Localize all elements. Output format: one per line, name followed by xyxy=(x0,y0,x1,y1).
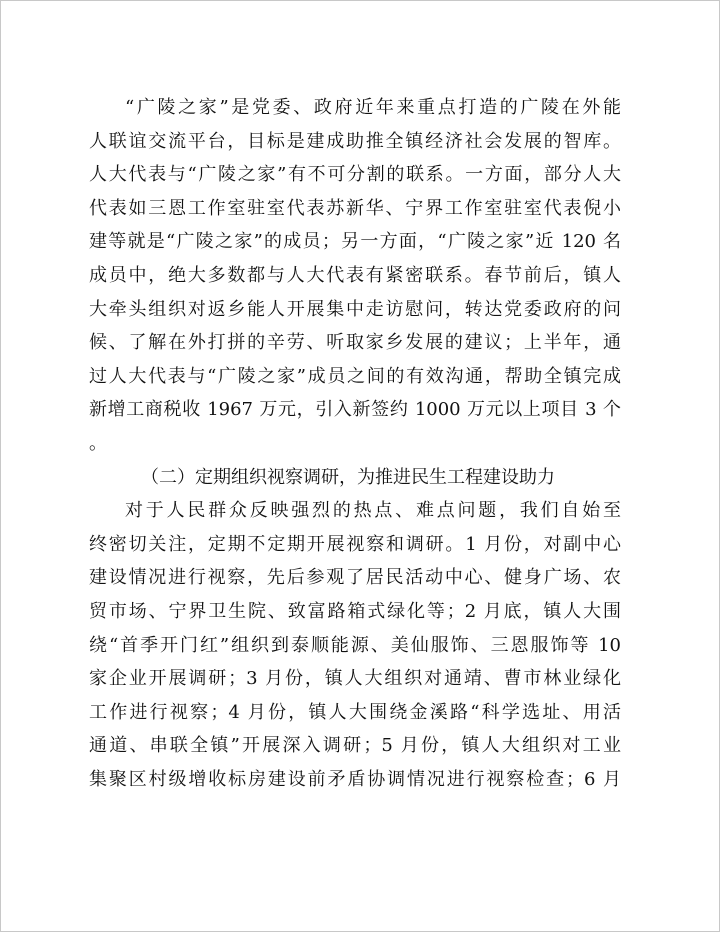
text-line: 绕“首季开门红”组织到泰顺能源、美仙服饰、三恩服饰等 10 xyxy=(89,634,621,656)
section-heading xyxy=(89,461,621,495)
paragraph xyxy=(89,91,621,461)
text-line: 贸市场、宁界卫生院、致富路箱式绿化等；2 月底，镇人大围 xyxy=(89,600,621,622)
text-line: 候、了解在外打拼的辛劳、听取家乡发展的建议；上半年，通 xyxy=(89,332,621,354)
text-line: 过人大代表与“广陵之家”成员之间的有效沟通，帮助全镇完成 xyxy=(89,365,621,387)
heading-text: （二）定期组织视察调研，为推进民生工程建设助力 xyxy=(141,466,555,488)
text-line: 对于人民群众反映强烈的热点、难点问题，我们自始至 xyxy=(125,500,621,522)
text-line: 代表如三恩工作室驻室代表苏新华、宁界工作室驻室代表倪小 xyxy=(89,197,621,219)
text-line: 新增工商税收 1967 万元，引入新签约 1000 万元以上项目 3 个 xyxy=(89,399,621,421)
text-line: “广陵之家”是党委、政府近年来重点打造的广陵在外能 xyxy=(125,97,621,118)
text-line: 人联谊交流平台，目标是建成助推全镇经济社会发展的智库。 xyxy=(89,130,621,152)
text-line: 终密切关注，定期不定期开展视察和调研。1 月份，对副中心 xyxy=(89,533,621,555)
text-line: 建等就是“广陵之家”的成员；另一方面，“广陵之家”近 120 名 xyxy=(89,231,621,253)
paragraph xyxy=(89,494,621,796)
text-line: 。 xyxy=(89,432,107,454)
document-body xyxy=(89,91,621,796)
text-line: 通道、串联全镇”开展深入调研；5 月份，镇人大组织对工业 xyxy=(89,735,621,757)
text-line: 工作进行视察；4 月份，镇人大围绕金溪路“科学选址、用活 xyxy=(89,701,621,723)
text-line: 成员中，绝大多数都与人大代表有紧密联系。春节前后，镇人 xyxy=(89,264,621,286)
text-line: 大牵头组织对返乡能人开展集中走访慰问，转达党委政府的问 xyxy=(89,298,621,320)
text-line: 建设情况进行视察，先后参观了居民活动中心、健身广场、农 xyxy=(89,567,621,589)
text-line: 家企业开展调研；3 月份，镇人大组织对通靖、曹市林业绿化 xyxy=(89,668,621,690)
text-line: 集聚区村级增收标房建设前矛盾协调情况进行视察检查；6 月 xyxy=(89,768,621,790)
text-line: 人大代表与“广陵之家”有不可分割的联系。一方面，部分人大 xyxy=(89,164,621,186)
